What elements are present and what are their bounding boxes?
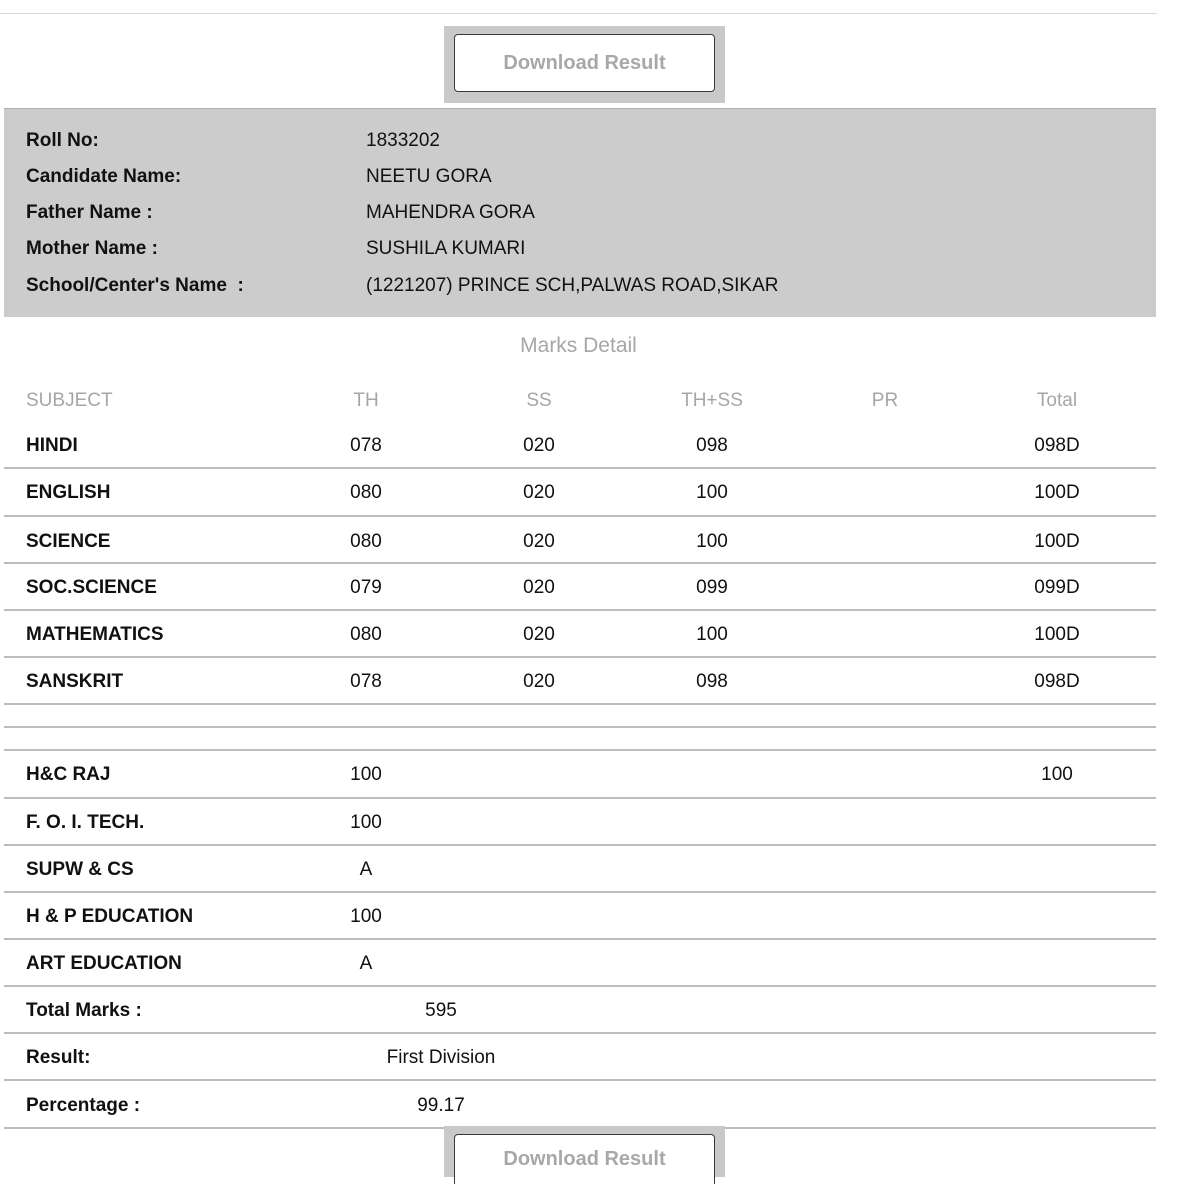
total-mark: 100D [1034,531,1080,552]
row-divider [4,985,1156,987]
header-subject: SUBJECT [26,390,113,411]
header-pr: PR [871,390,899,411]
school-name-label: School/Center's Name : [26,275,244,296]
header-th: TH [353,390,379,411]
th-mark: 080 [350,482,382,503]
candidate-name-value: NEETU GORA [366,166,492,187]
roll-label: Roll No: [26,130,99,151]
total-mark: 100D [1034,624,1080,645]
subject-name: ENGLISH [26,482,111,503]
mother-name-row [26,234,525,264]
father-name-value: MAHENDRA GORA [366,202,535,223]
table-row [4,475,1156,511]
row-divider [4,749,1156,751]
row-divider [4,797,1156,799]
download-result-button-bottom[interactable]: Download Result [454,1134,715,1184]
percentage-label: Percentage : [26,1095,141,1116]
subject-name: SUPW & CS [26,859,134,880]
total-mark: 099D [1034,577,1080,598]
th-mark: 078 [350,671,382,692]
marks-table-header [4,386,1156,416]
row-divider [4,656,1156,658]
subject-name: HINDI [26,435,78,456]
subject-name: SANSKRIT [26,671,124,692]
row-divider [4,891,1156,893]
th-ss-mark: 099 [696,577,728,598]
row-divider [4,938,1156,940]
school-name-value: (1221207) PRINCE SCH,PALWAS ROAD,SIKAR [366,275,779,296]
mother-name-label: Mother Name : [26,238,158,259]
candidate-info-panel [4,108,1156,317]
table-row [4,899,1156,935]
subject-name: SOC.SCIENCE [26,577,157,598]
candidate-name-label: Candidate Name: [26,166,182,187]
result-value: First Division [386,1047,496,1068]
result-row [4,1040,1156,1076]
th-ss-mark: 100 [696,531,728,552]
total-marks-value: 595 [425,1000,457,1021]
total-mark: 098D [1034,435,1080,456]
header-th-ss: TH+SS [681,390,743,411]
row-divider [4,467,1156,469]
row-divider [4,609,1156,611]
subject-name: SCIENCE [26,531,111,552]
row-divider [4,562,1156,564]
mother-name-value: SUSHILA KUMARI [366,238,526,259]
row-divider [4,1079,1156,1081]
percentage-value: 99.17 [417,1095,465,1116]
total-mark: 100 [1041,764,1073,785]
th-mark: A [359,953,373,974]
roll-value: 1833202 [366,130,440,151]
row-divider [4,844,1156,846]
ss-mark: 020 [523,482,555,503]
roll-row [26,126,440,156]
th-mark: A [359,859,373,880]
th-ss-mark: 098 [696,671,728,692]
table-row [4,664,1156,700]
row-divider [4,703,1156,705]
candidate-name-row [26,162,492,192]
ss-mark: 020 [523,531,555,552]
father-name-label: Father Name : [26,202,153,223]
table-row [4,617,1156,653]
father-name-row [26,198,535,228]
total-marks-row [4,993,1156,1029]
th-ss-mark: 100 [696,482,728,503]
subject-name: H & P EDUCATION [26,906,194,927]
row-divider [4,1032,1156,1034]
th-ss-mark: 100 [696,624,728,645]
th-mark: 080 [350,624,382,645]
row-divider [4,515,1156,517]
subject-name: H&C RAJ [26,764,111,785]
ss-mark: 020 [523,624,555,645]
download-frame-top [444,26,725,103]
header-ss: SS [526,390,552,411]
header-total: Total [1036,390,1078,411]
table-row [4,852,1156,888]
table-row [4,524,1156,560]
table-row [4,946,1156,982]
th-mark: 080 [350,531,382,552]
table-row [4,570,1156,606]
table-row [4,428,1156,464]
row-divider [4,726,1156,728]
th-mark: 100 [350,906,382,927]
top-divider [0,13,1157,14]
result-label: Result: [26,1047,91,1068]
download-result-button[interactable]: Download Result [454,34,715,92]
table-row [4,805,1156,841]
marks-detail-title: Marks Detail [520,334,637,357]
total-mark: 100D [1034,482,1080,503]
total-mark: 098D [1034,671,1080,692]
subject-name: MATHEMATICS [26,624,164,645]
school-name-row [26,271,779,301]
ss-mark: 020 [523,671,555,692]
subject-name: F. O. I. TECH. [26,812,145,833]
th-mark: 079 [350,577,382,598]
total-marks-label: Total Marks : [26,1000,142,1021]
percentage-row [4,1088,1156,1124]
th-ss-mark: 098 [696,435,728,456]
th-mark: 078 [350,435,382,456]
download-frame-bottom [444,1126,725,1177]
ss-mark: 020 [523,577,555,598]
ss-mark: 020 [523,435,555,456]
table-row [4,757,1156,793]
th-mark: 100 [350,812,382,833]
th-mark: 100 [350,764,382,785]
subject-name: ART EDUCATION [26,953,182,974]
